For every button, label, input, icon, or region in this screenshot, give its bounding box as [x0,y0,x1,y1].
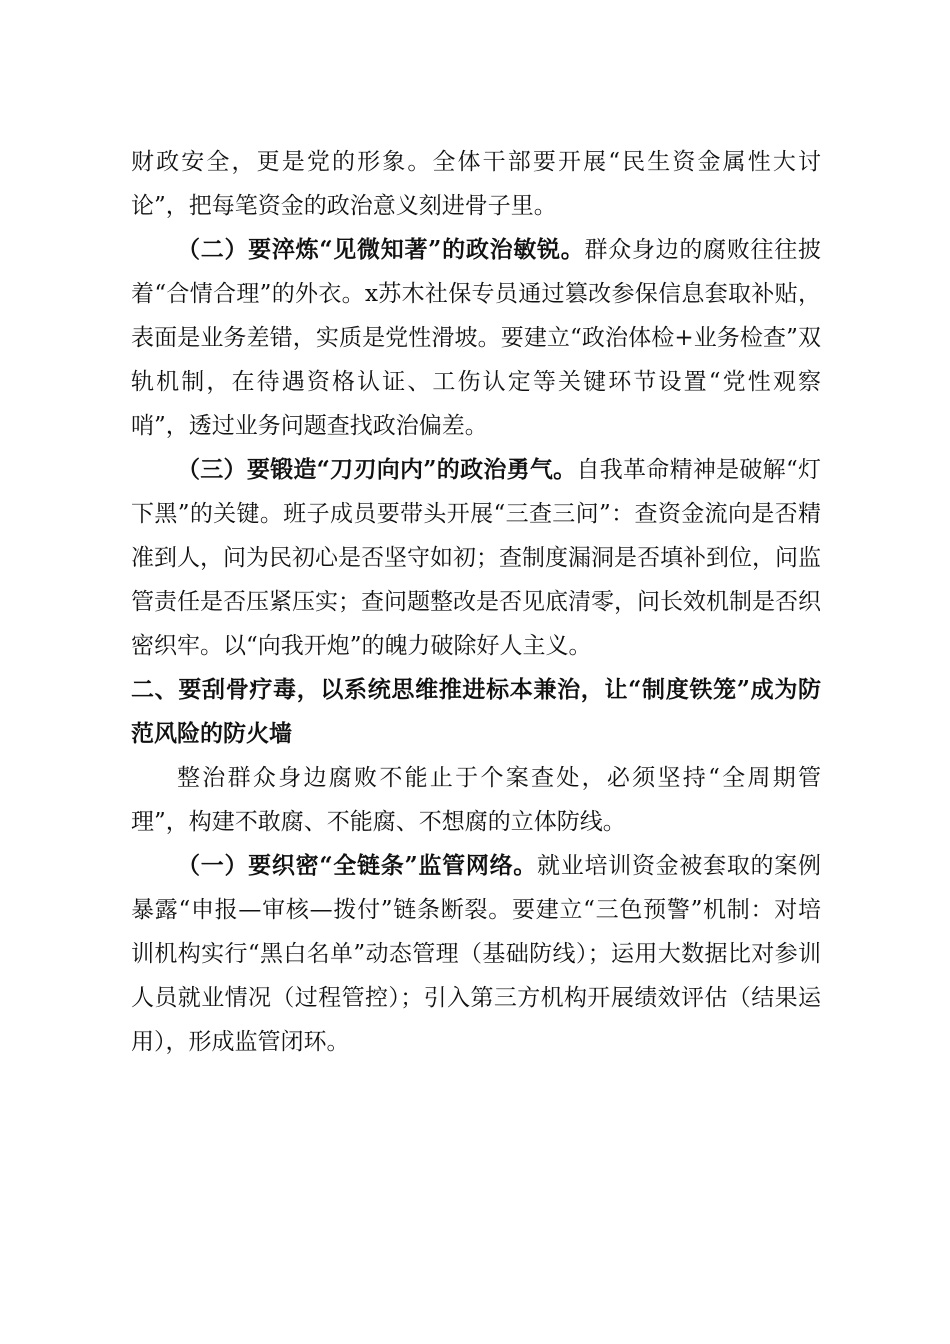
paragraph-text: 群众身边的腐败往往披着“合情合理”的外衣。x苏木社保专员通过篡改参保信息套取补贴，表面是业务差错，实质是党性滑坡。要建立“政治体检+业务检查”双轨机制，在待遇资格认证、工伤认定等关键环节设置“党性观察哨”，透过业务问题查找政治偏差。 [131,237,821,439]
paragraph-section-intro [131,756,821,844]
paragraph-text: 整治群众身边腐败不能止于个案查处，必须坚持“全周期管理”，构建不敢腐、不能腐、不想腐的立体防线。 [131,765,821,835]
paragraph-text: 自我革命精神是破解“灯下黑”的关键。班子成员要带头开展“三查三问”：查资金流向是否精准到人，问为民初心是否坚守如初；查制度漏洞是否填补到位，问监管责任是否压紧压实；查问题整改是否见底清零，问长效机制是否织密织牢。以“向我开炮”的魄力破除好人主义。 [131,457,821,659]
paragraph-text: 就业培训资金被套取的案例暴露“申报—审核—拨付”链条断裂。要建立“三色预警”机制：对培训机构实行“黑白名单”动态管理（基础防线）；运用大数据比对参训人员就业情况（过程管控）；引入第三方机构开展绩效评估（结果运用），形成监管闭环。 [131,853,822,1055]
paragraph-lead: （三）要锻造“刀刃向内”的政治勇气。 [177,456,577,483]
section-heading: 二、要刮骨疗毒，以系统思维推进标本兼治，让“制度铁笼”成为防范风险的防火墙 [131,676,821,747]
paragraph-lead: （二）要淬炼“见微知著”的政治敏锐。 [177,236,585,263]
paragraph-continuation [131,140,821,228]
paragraph-political-sensitivity [131,228,821,448]
document-body [131,140,821,1064]
paragraph-supervision-network [131,844,821,1064]
paragraph-political-courage [131,448,821,668]
paragraph-lead: （一）要织密“全链条”监管网络。 [177,852,538,879]
paragraph-text: 财政安全，更是党的形象。全体干部要开展“民生资金属性大讨论”，把每笔资金的政治意义刻进骨子里。 [131,149,821,219]
